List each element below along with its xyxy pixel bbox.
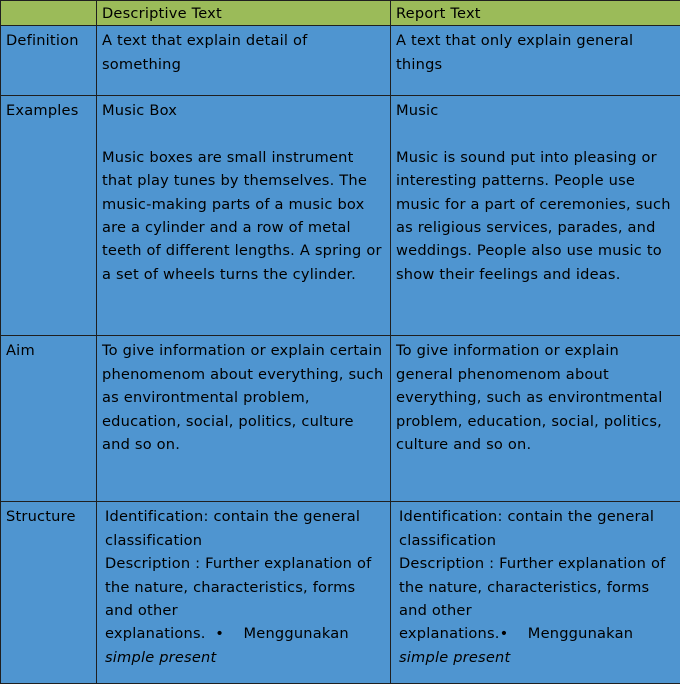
header-descriptive-text: Descriptive Text <box>97 1 391 26</box>
examples-report-title: Music <box>396 102 439 120</box>
aim-row <box>1 336 680 502</box>
structure-row <box>1 502 680 684</box>
bullet-icon: • <box>499 625 509 643</box>
structure-report-description-line <box>396 552 675 669</box>
paragraph-gap <box>396 123 675 146</box>
examples-descriptive-body: Music boxes are small instrument that play tunes by themselves. The music-making parts of a music box are a cylinder and a row of metal teeth of different lengths. A spring or a set of wheels turns the cylinder. <box>102 148 382 283</box>
aim-descriptive: To give information or explain certain phenomenom about everything, such as environtmental problem, education, social, politics, culture and so on. <box>97 336 391 502</box>
structure-descriptive-identification: Identification: contain the general classification <box>105 508 361 549</box>
header-corner-cell <box>1 1 97 26</box>
aim-report: To give information or explain general phenomenom about everything, such as environtmental problem, education, social, politics, culture and so on. <box>391 336 680 502</box>
definition-row <box>1 26 680 96</box>
structure-descriptive-description: Description : Further explanation of the nature, characteristics, forms and other explanations. <box>105 555 372 643</box>
examples-row <box>1 96 680 336</box>
structure-report-identification: Identification: contain the general classification <box>399 508 655 549</box>
examples-descriptive-title: Music Box <box>102 102 178 120</box>
examples-report-body: Music is sound put into pleasing or interesting patterns. People use music for a part of ceremonies, such as religious services, parades, and weddings. People also use music to show their feelings and ideas. <box>396 148 671 283</box>
examples-report-cell <box>391 96 680 336</box>
structure-report-usage: Menggunakan <box>527 625 634 643</box>
structure-report-description: Description : Further explanation of the nature, characteristics, forms and other explanations. <box>399 555 666 643</box>
aim-label: Aim <box>1 336 97 502</box>
examples-label: Examples <box>1 96 97 336</box>
structure-label: Structure <box>1 502 97 684</box>
structure-descriptive-cell <box>97 502 391 684</box>
structure-report-cell <box>391 502 680 684</box>
structure-descriptive-usage: Menggunakan <box>243 625 349 643</box>
structure-descriptive-description-line <box>102 552 385 669</box>
definition-label: Definition <box>1 26 97 96</box>
header-report-text: Report Text <box>391 1 680 26</box>
paragraph-gap <box>102 123 385 146</box>
structure-report-tense: simple present <box>399 648 511 666</box>
bullet-icon: • <box>215 625 225 643</box>
definition-descriptive: A text that explain detail of something <box>97 26 391 96</box>
definition-report: A text that only explain general things <box>391 26 680 96</box>
examples-descriptive-cell <box>97 96 391 336</box>
header-row <box>1 1 680 26</box>
structure-descriptive-tense: simple present <box>105 648 217 666</box>
